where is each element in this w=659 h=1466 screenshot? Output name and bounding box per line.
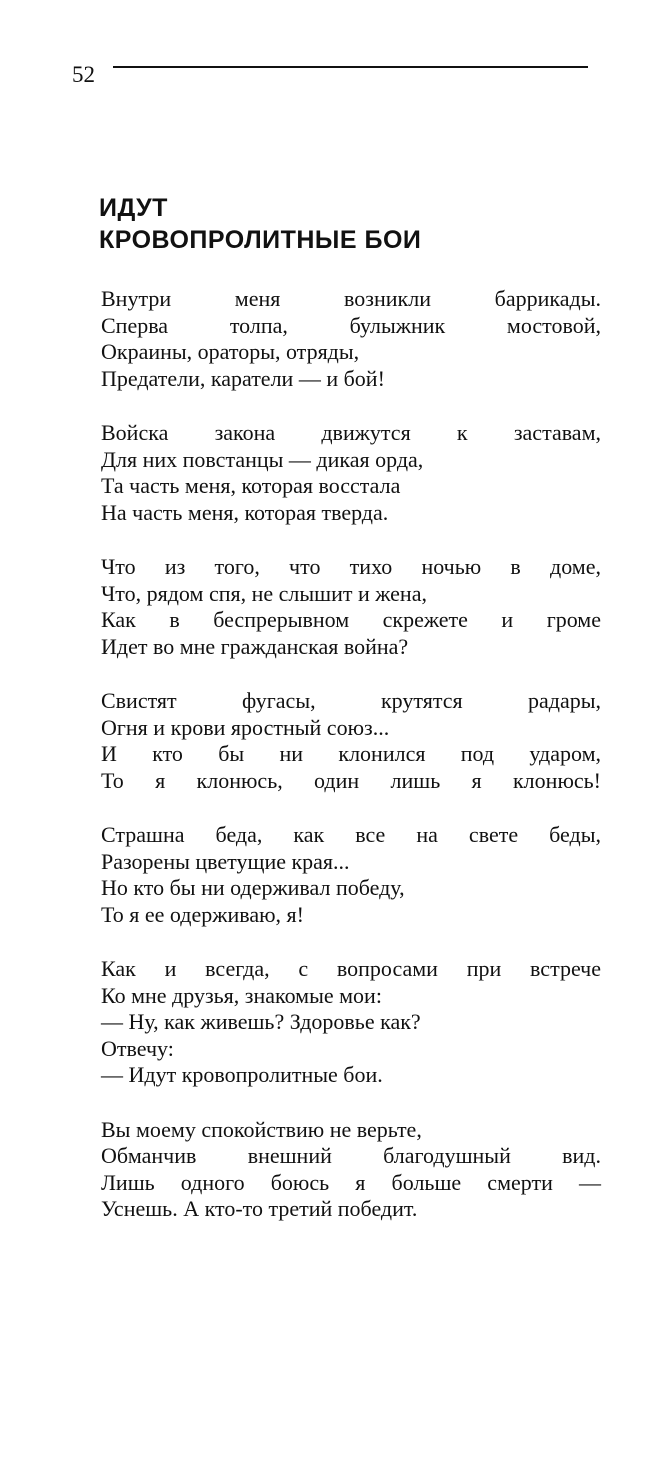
verse-line: И кто бы ни клонился под ударом, xyxy=(101,741,601,766)
verse-line: Вы моему спокойствию не верьте, xyxy=(101,1116,422,1142)
stanza-7 xyxy=(101,1117,601,1223)
verse-line: Та часть меня, которая восстала xyxy=(101,473,401,498)
verse-line: То я клонюсь, один лишь я клонюсь! xyxy=(101,767,601,793)
verse-line: Уснешь. А кто-то третий победит. xyxy=(101,1196,418,1221)
page-header xyxy=(72,58,588,92)
verse-line: Огня и крови яростный союз... xyxy=(101,714,390,740)
verse-line: Сперва толпа, булыжник мостовой, xyxy=(101,312,601,338)
verse-line: — Идут кровопролитные бои. xyxy=(101,1062,383,1087)
stanza-2 xyxy=(101,420,601,526)
verse-line: Войска закона движутся к заставам, xyxy=(101,420,601,445)
verse-line: Что, рядом спя, не слышит и жена, xyxy=(101,580,427,606)
verse-line: Как и всегда, с вопросами при встрече xyxy=(101,956,601,981)
verse-line: Но кто бы ни одерживал победу, xyxy=(101,875,405,900)
verse-line: Что из того, что тихо ночью в доме, xyxy=(101,554,601,579)
verse-line: На часть меня, которая тверда. xyxy=(101,499,389,525)
verse-line: Разорены цветущие края... xyxy=(101,848,350,874)
page-number: 52 xyxy=(72,62,95,87)
verse-line: То я ее одерживаю, я! xyxy=(101,901,304,927)
stanza-4 xyxy=(101,688,601,794)
stanza-3 xyxy=(101,554,601,660)
stanza-5 xyxy=(101,822,601,928)
header-rule xyxy=(113,66,588,68)
verse-line: Для них повстанцы — дикая орда, xyxy=(101,446,424,472)
stanza-1 xyxy=(101,286,601,392)
poem-title-line-1: ИДУТ xyxy=(99,194,168,222)
verse-line: Окраины, ораторы, отряды, xyxy=(101,339,360,364)
verse-line: Страшна беда, как все на свете беды, xyxy=(101,822,601,847)
verse-line: Внутри меня возникли баррикады. xyxy=(101,286,601,311)
verse-line: Идет во мне гражданская война? xyxy=(101,633,409,659)
poem-title-line-2: КРОВОПРОЛИТНЫЕ БОИ xyxy=(99,226,422,254)
poem-title xyxy=(99,192,421,256)
stanza-6 xyxy=(101,956,601,1089)
verse-line: Ко мне друзья, знакомые мои: xyxy=(101,982,382,1008)
verse-line: Предатели, каратели — и бой! xyxy=(101,365,385,391)
verse-line: Обманчив внешний благодушный вид. xyxy=(101,1143,601,1168)
verse-line: — Ну, как живешь? Здоровье как? xyxy=(101,1009,421,1034)
poem-body xyxy=(101,286,601,1251)
verse-line: Свистят фугасы, крутятся радары, xyxy=(101,688,601,713)
verse-line: Как в беспрерывном скрежете и громе xyxy=(101,607,601,632)
verse-line: Отвечу: xyxy=(101,1035,174,1061)
verse-line: Лишь одного боюсь я больше смерти — xyxy=(101,1169,601,1195)
